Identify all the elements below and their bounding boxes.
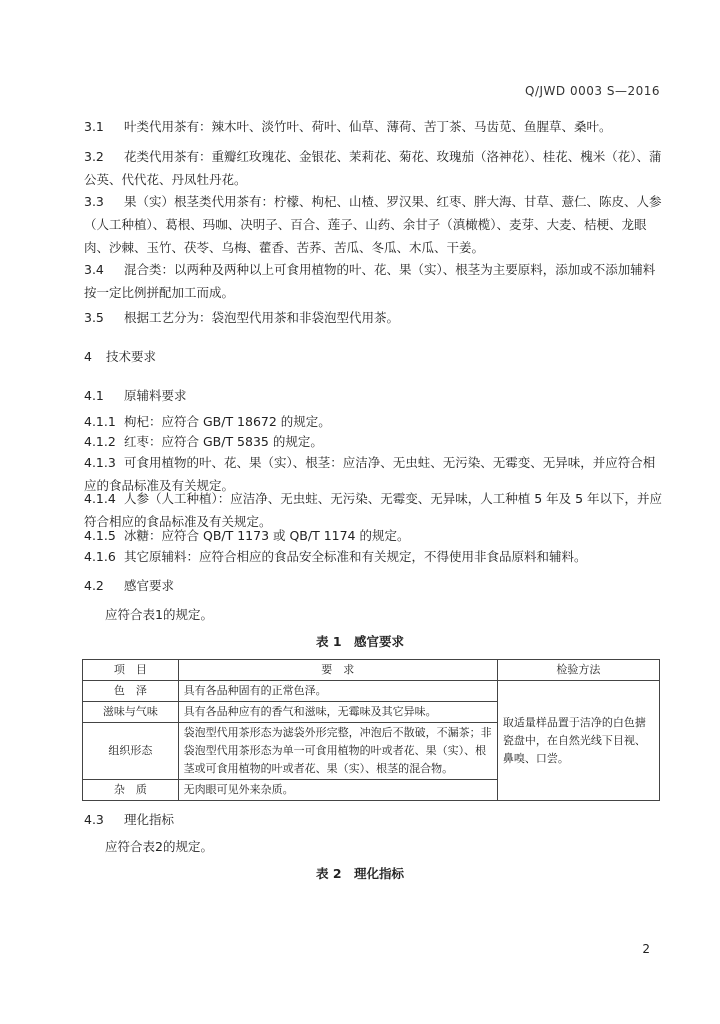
section-3-1 bbox=[84, 115, 664, 138]
section-text: 其它原辅料：应符合相应的食品安全标准和有关规定，不得使用非食品原料和辅料。 bbox=[124, 549, 587, 564]
section-text: 果（实）根茎类代用茶有：柠檬、枸杞、山楂、罗汉果、红枣、胖大海、甘草、薏仁、陈皮、人参（人工种植）、葛根、玛咖、决明子、百合、莲子、山药、余甘子（滇橄榄）、麦芽、大麦、桔梗、龙眼肉、沙棘、玉竹、茯苓、乌梅、藿香、苦荞、苦瓜、冬瓜、木瓜、干姜。 bbox=[84, 194, 662, 255]
section-4-1-5 bbox=[84, 524, 664, 547]
row-requirement: 无肉眼可见外来杂质。 bbox=[178, 780, 497, 801]
section-number: 4.3 bbox=[84, 812, 104, 827]
column-header-item: 项 目 bbox=[83, 660, 179, 681]
section-heading: 理化指标 bbox=[124, 812, 175, 827]
section-text: 花类代用茶有：重瓣红玫瑰花、金银花、茉莉花、菊花、玫瑰茄（洛神花）、桂花、槐米（花）、蒲公英、代代花、丹凤牡丹花。 bbox=[84, 149, 662, 187]
table1-caption: 表 1 感官要求 bbox=[315, 634, 405, 649]
section-number: 3.4 bbox=[84, 262, 104, 277]
section-number: 3.2 bbox=[84, 149, 104, 164]
section-number: 4.1.2 bbox=[84, 434, 116, 449]
section-number: 4 bbox=[84, 349, 92, 364]
row-item: 滋味与气味 bbox=[83, 702, 179, 723]
row-requirement: 具有各品种应有的香气和滋味，无霉味及其它异味。 bbox=[178, 702, 497, 723]
section-text: 枸杞：应符合 GB/T 18672 的规定。 bbox=[124, 414, 331, 429]
section-3-2 bbox=[84, 145, 664, 191]
test-method: 取适量样品置于洁净的白色搪瓷盘中，在自然光线下目视、鼻嗅、口尝。 bbox=[497, 681, 659, 801]
section-heading: 技术要求 bbox=[106, 349, 157, 364]
table-header-row bbox=[83, 660, 660, 681]
section-number: 4.1.5 bbox=[84, 528, 116, 543]
page-number: 2 bbox=[642, 942, 650, 956]
section-heading: 感官要求 bbox=[124, 578, 175, 593]
section-4-3-heading bbox=[84, 808, 664, 831]
section-number: 3.5 bbox=[84, 310, 104, 325]
section-4-1-heading bbox=[84, 384, 664, 407]
table2-caption: 表 2 理化指标 bbox=[315, 866, 405, 881]
section-number: 4.1.1 bbox=[84, 414, 116, 429]
section-text: 冰糖：应符合 QB/T 1173 或 QB/T 1174 的规定。 bbox=[124, 528, 410, 543]
section-number: 4.1.4 bbox=[84, 491, 116, 506]
row-requirement: 具有各品种固有的正常色泽。 bbox=[178, 681, 497, 702]
section-text: 根据工艺分为：袋泡型代用茶和非袋泡型代用茶。 bbox=[124, 310, 400, 325]
section-3-3 bbox=[84, 190, 664, 259]
section-3-4 bbox=[84, 258, 664, 304]
section-number: 4.1.6 bbox=[84, 549, 116, 564]
section-number: 4.1 bbox=[84, 388, 104, 403]
column-header-method: 检验方法 bbox=[497, 660, 659, 681]
row-item: 组织形态 bbox=[83, 723, 179, 780]
column-header-requirement: 要 求 bbox=[178, 660, 497, 681]
section-4-1-2 bbox=[84, 430, 664, 453]
section-4-heading bbox=[84, 345, 664, 368]
table1-reference: 应符合表1的规定。 bbox=[105, 607, 213, 622]
section-heading: 原辅料要求 bbox=[124, 388, 187, 403]
section-number: 4.1.3 bbox=[84, 455, 116, 470]
section-number: 3.3 bbox=[84, 194, 104, 209]
section-text: 红枣：应符合 GB/T 5835 的规定。 bbox=[124, 434, 323, 449]
sensory-requirements-table bbox=[82, 659, 660, 801]
section-text: 可食用植物的叶、花、果（实）、根茎：应洁净、无虫蛀、无污染、无霉变、无异味，并应符合相应的食品标准及有关规定。 bbox=[84, 455, 656, 493]
section-text: 叶类代用茶有：辣木叶、淡竹叶、荷叶、仙草、薄荷、苦丁茶、马齿苋、鱼腥草、桑叶。 bbox=[124, 119, 612, 134]
section-text: 人参（人工种植）：应洁净、无虫蛀、无污染、无霉变、无异味，人工种植 5 年及 5 年以下，并应符合相应的食品标准及有关规定。 bbox=[84, 491, 663, 529]
row-item: 杂 质 bbox=[83, 780, 179, 801]
row-item: 色 泽 bbox=[83, 681, 179, 702]
section-number: 3.1 bbox=[84, 119, 104, 134]
section-3-5 bbox=[84, 306, 664, 329]
row-requirement: 袋泡型代用茶形态为滤袋外形完整，冲泡后不散破，不漏茶；非袋泡型代用茶形态为单一可食用植物的叶或者花、果（实）、根茎或可食用植物的叶或者花、果（实）、根茎的混合物。 bbox=[178, 723, 497, 780]
section-text: 混合类：以两种及两种以上可食用植物的叶、花、果（实）、根茎为主要原料，添加或不添加辅料按一定比例拼配加工而成。 bbox=[84, 262, 656, 300]
table2-reference: 应符合表2的规定。 bbox=[105, 839, 213, 854]
section-4-2-heading bbox=[84, 574, 664, 597]
table-row bbox=[83, 681, 660, 702]
section-4-1-6 bbox=[84, 545, 664, 568]
section-number: 4.2 bbox=[84, 578, 104, 593]
standard-code: Q/JWD 0003 S—2016 bbox=[525, 84, 660, 98]
